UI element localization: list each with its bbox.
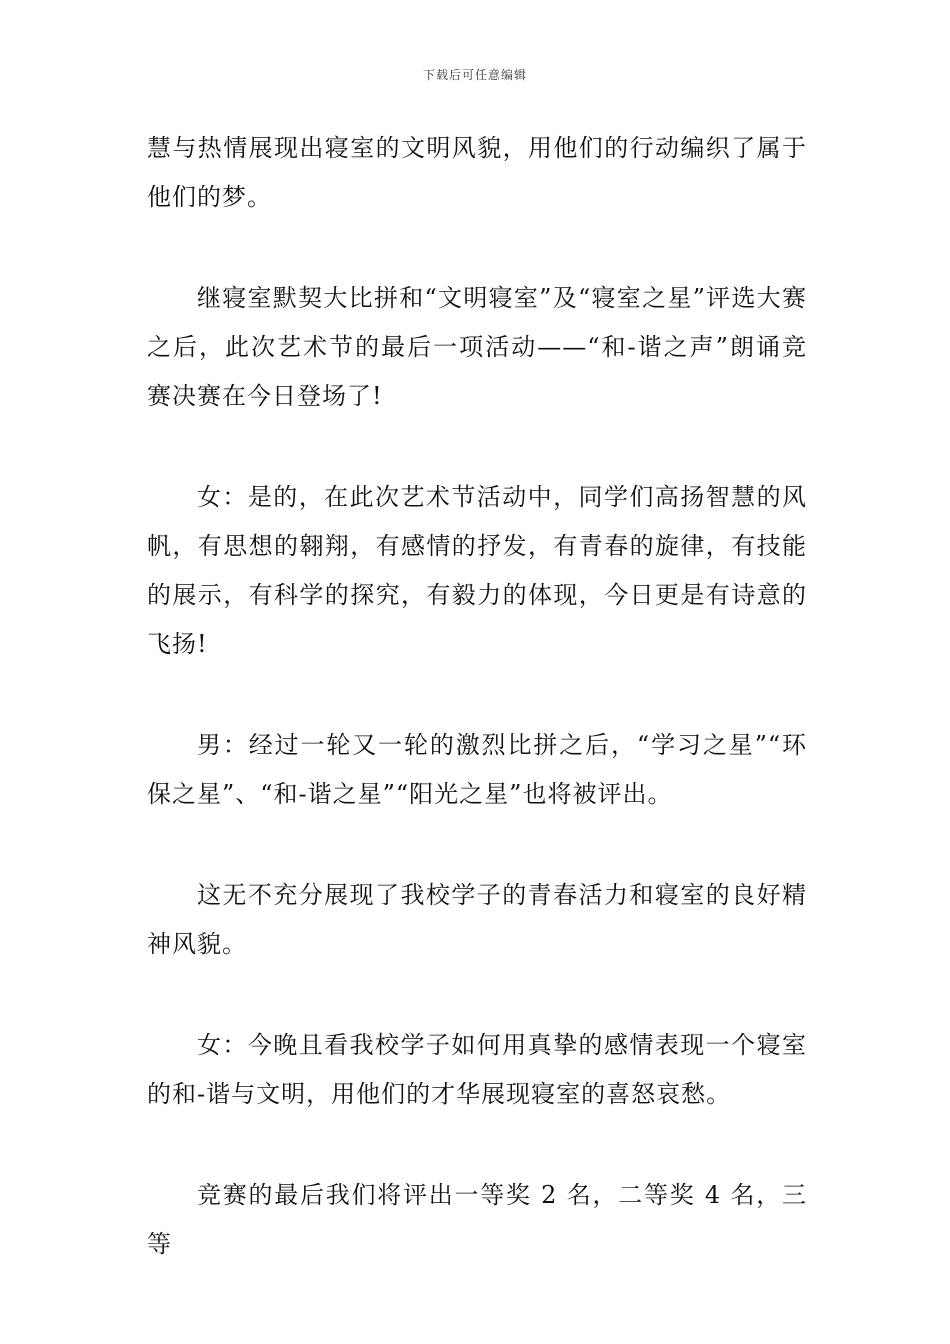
paragraph: 慧与热情展现出寝室的文明风貌，用他们的行动编织了属于他们的梦。 [147,134,807,211]
page-header: 下载后可任意编辑 [422,68,527,82]
paragraph: 这无不充分展现了我校学子的青春活力和寝室的良好精神风貌。 [147,881,807,958]
paragraph: 竞赛的最后我们将评出一等奖 2 名，二等奖 4 名，三等 [147,1181,807,1258]
paragraph: 继寝室默契大比拼和“文明寝室”及“寝室之星”评选大赛之后，此次艺术节的最后一项活动——“和-谐之声”朗诵竞赛决赛在今日登场了! [147,284,807,410]
paragraph: 男：经过一轮又一轮的激烈比拼之后，“学习之星”“环保之星”、“和-谐之星”“阳光之星”也将被评出。 [147,731,807,808]
document-body [147,124,807,1321]
paragraph: 女：今晚且看我校学子如何用真挚的感情表现一个寝室的和-谐与文明，用他们的才华展现寝室的喜怒哀愁。 [147,1031,807,1108]
paragraph: 女：是的，在此次艺术节活动中，同学们高扬智慧的风帆，有思想的翱翔，有感情的抒发，有青春的旋律，有技能的展示，有科学的探究，有毅力的体现，今日更是有诗意的飞扬! [147,483,807,658]
